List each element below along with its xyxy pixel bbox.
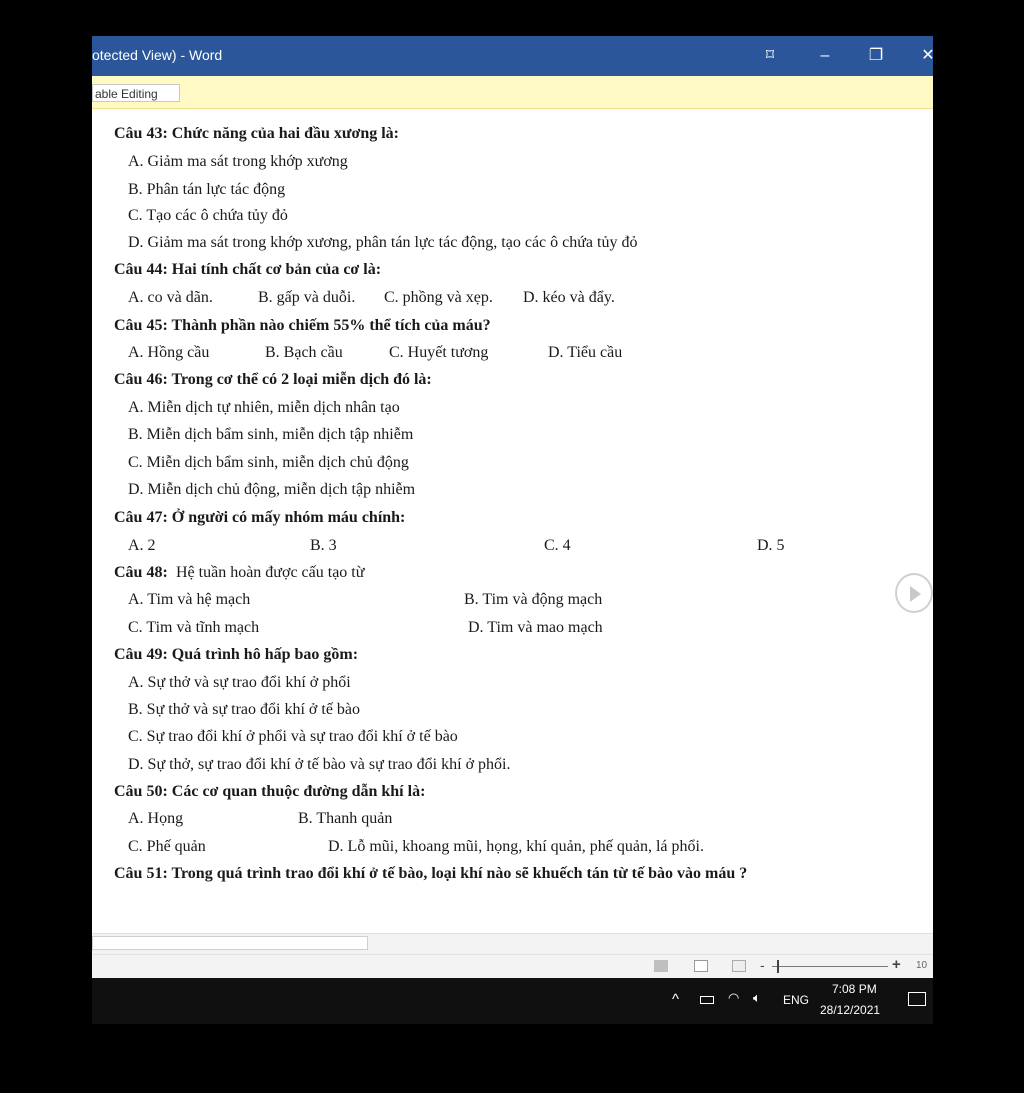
minimize-button[interactable]: – (820, 47, 830, 64)
answer-option: A. Tim và hệ mạch (128, 591, 251, 608)
wifi-icon[interactable]: ◠ (728, 990, 740, 1005)
clock-time[interactable]: 7:08 PM (832, 982, 877, 996)
notification-icon[interactable] (908, 992, 926, 1006)
close-button[interactable]: ✕ (921, 47, 935, 64)
ribbon-display-icon[interactable]: ⌑ (765, 47, 775, 64)
status-bar (92, 954, 933, 979)
window-title: otected View) - Word (92, 47, 223, 63)
answer-option: D. Giảm ma sát trong khớp xương, phân tán lực tác động, tạo các ô chứa tủy đỏ (128, 234, 638, 251)
answer-option: D. kéo và đẩy. (523, 289, 615, 306)
enable-editing-button[interactable]: able Editing (92, 84, 180, 102)
answer-option: B. 3 (310, 537, 337, 554)
document-page (92, 109, 933, 933)
zoom-out-button[interactable]: - (760, 957, 765, 973)
play-arrow-icon (910, 586, 921, 602)
question-heading: Câu 47: Ở người có mấy nhóm máu chính: (114, 509, 406, 526)
question-heading: Câu 48: (114, 564, 168, 581)
answer-option: D. Sự thở, sự trao đổi khí ở tế bào và sự trao đổi khí ở phổi. (128, 756, 511, 773)
show-hidden-icons[interactable]: ^ (672, 991, 680, 1008)
windows-taskbar (92, 978, 933, 1024)
answer-option: A. Miễn dịch tự nhiên, miễn dịch nhân tạo (128, 399, 400, 416)
restore-button[interactable]: ❐ (868, 47, 884, 64)
next-page-button[interactable] (895, 573, 933, 613)
answer-option: B. Sự thở và sự trao đổi khí ở tế bào (128, 701, 361, 718)
answer-option: D. Tiểu cầu (548, 344, 623, 361)
web-layout-icon[interactable] (732, 960, 746, 972)
answer-option: B. Phân tán lực tác động (128, 181, 286, 198)
battery-icon[interactable] (700, 996, 714, 1004)
answer-option: D. Lỗ mũi, khoang mũi, họng, khí quản, phế quản, lá phổi. (328, 838, 704, 855)
answer-option: B. gấp và duỗi. (258, 289, 356, 306)
answer-option: D. Miễn dịch chủ động, miễn dịch tập nhiễm (128, 481, 416, 498)
answer-option: Hệ tuần hoàn được cấu tạo từ (176, 564, 365, 581)
title-bar (92, 36, 933, 76)
scrollbar-thumb[interactable] (92, 936, 368, 950)
question-heading: Câu 46: Trong cơ thể có 2 loại miễn dịch đó là: (114, 371, 432, 388)
answer-option: C. Tạo các ô chứa tủy đỏ (128, 207, 288, 224)
zoom-slider[interactable] (772, 966, 888, 967)
answer-option: B. Thanh quản (298, 810, 393, 827)
answer-option: C. Sự trao đổi khí ở phổi và sự trao đổi khí ở tế bào (128, 728, 458, 745)
answer-option: D. Tim và mao mạch (468, 619, 603, 636)
input-language[interactable]: ENG (783, 993, 810, 1007)
print-layout-icon[interactable] (694, 960, 708, 972)
horizontal-scrollbar[interactable] (92, 933, 933, 954)
word-window (92, 36, 933, 1024)
clock-date[interactable]: 28/12/2021 (820, 1003, 881, 1017)
answer-option: A. Họng (128, 810, 184, 827)
question-heading: Câu 44: Hai tính chất cơ bản của cơ là: (114, 261, 382, 278)
answer-option: C. Phế quản (128, 838, 206, 855)
answer-option: D. 5 (757, 537, 785, 554)
volume-icon[interactable]: 🔈︎ (753, 990, 761, 1005)
answer-option: B. Tim và động mạch (464, 591, 603, 608)
answer-option: A. 2 (128, 537, 156, 554)
question-heading: Câu 49: Quá trình hô hấp bao gồm: (114, 646, 359, 663)
answer-option: C. Huyết tương (389, 344, 489, 361)
question-heading: Câu 50: Các cơ quan thuộc đường dẫn khí là: (114, 783, 426, 800)
answer-option: B. Miễn dịch bẩm sinh, miễn dịch tập nhiễm (128, 426, 414, 443)
answer-option: C. phồng và xẹp. (384, 289, 493, 306)
question-heading: Câu 45: Thành phần nào chiếm 55% thể tích của máu? (114, 317, 491, 334)
answer-option: C. 4 (544, 537, 571, 554)
answer-option: B. Bạch cầu (265, 344, 343, 361)
read-mode-icon[interactable] (654, 960, 668, 972)
zoom-level[interactable]: 10 (916, 960, 928, 971)
zoom-in-button[interactable]: + (892, 956, 901, 973)
answer-option: C. Tim và tĩnh mạch (128, 619, 260, 636)
answer-option: A. Hồng cầu (128, 344, 210, 361)
answer-option: A. co và dãn. (128, 289, 213, 306)
answer-option: A. Giảm ma sát trong khớp xương (128, 153, 348, 170)
answer-option: C. Miễn dịch bẩm sinh, miễn dịch chủ động (128, 454, 409, 471)
zoom-slider-thumb[interactable] (777, 960, 779, 973)
answer-option: A. Sự thở và sự trao đổi khí ở phổi (128, 674, 351, 691)
question-heading: Câu 43: Chức năng của hai đầu xương là: (114, 125, 400, 142)
question-heading: Câu 51: Trong quá trình trao đổi khí ở tế bào, loại khí nào sẽ khuếch tán từ tế bào vào máu ? (114, 865, 748, 882)
protected-view-bar (92, 76, 933, 109)
